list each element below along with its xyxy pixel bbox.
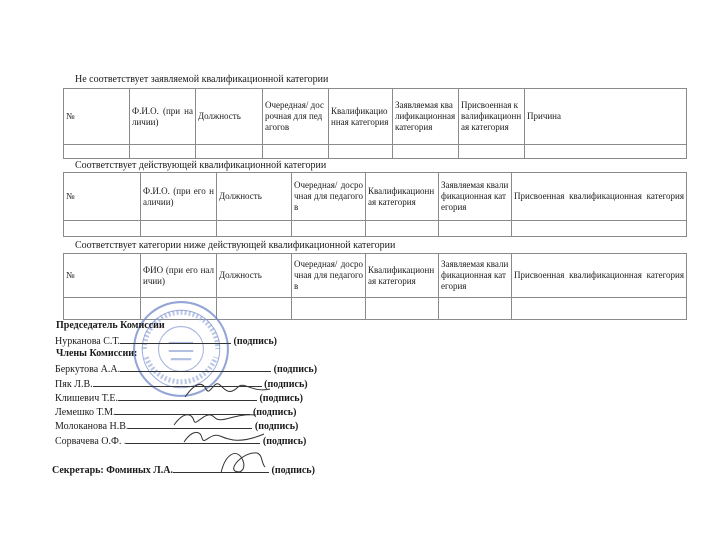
header-cell: Присвоенная квалификационная категория <box>512 173 687 221</box>
header-cell: Должность <box>217 254 292 298</box>
header-cell: № <box>64 89 130 145</box>
handwritten-signature <box>215 445 270 480</box>
header-cell: Очередная/ досрочная для педагогов <box>292 254 366 298</box>
chair-title: Председатель Комиссии <box>56 320 165 331</box>
header-cell: Присвоенная квалификационная категория <box>512 254 687 298</box>
sign-label: (подпись) <box>254 421 299 432</box>
header-cell: ФИО (при его наличии) <box>141 254 217 298</box>
chair-name: Нурканова С.Т. <box>55 336 121 347</box>
header-cell: № <box>64 254 141 298</box>
member-name: Пяк Л.В. <box>55 379 93 390</box>
header-cell: Причина <box>525 89 687 145</box>
header-cell: Квалификационная категория <box>329 89 393 145</box>
header-cell: № <box>64 173 141 221</box>
table-header-row <box>64 254 687 298</box>
table-header-row <box>64 89 687 145</box>
members-title: Члены Комиссии: <box>56 348 138 359</box>
header-cell: Заявляемая квалификационная категория <box>393 89 459 145</box>
member-name: Лемешко Т.М. <box>55 407 116 418</box>
member-signature-row <box>55 362 317 375</box>
header-cell: Очередная/ досрочная для педагогов <box>263 89 329 145</box>
header-cell: Квалификационная категория <box>366 173 439 221</box>
table-header-row <box>64 173 687 221</box>
sign-label: (подпись) <box>233 336 277 347</box>
sign-label: (подпись) <box>252 407 297 418</box>
header-cell: Заявляемая квалификационная категория <box>439 173 512 221</box>
sign-label: (подпись) <box>262 436 307 447</box>
section3-caption: Соответствует категории ниже действующей квалификационной категории <box>75 240 396 251</box>
sign-label: (подпись) <box>264 379 308 390</box>
table-row <box>64 145 687 159</box>
sign-label: (подпись) <box>271 465 315 476</box>
header-cell: Ф.И.О. (при его наличии) <box>141 173 217 221</box>
secretary-signature-row <box>52 463 315 476</box>
header-cell: Заявляемая квалификационная категория <box>439 254 512 298</box>
table-row <box>64 221 687 237</box>
header-cell: Должность <box>217 173 292 221</box>
chair-signature-row <box>55 334 277 347</box>
secretary-title: Секретарь: <box>52 465 104 476</box>
sign-label: (подпись) <box>273 364 318 375</box>
sign-label: (подпись) <box>259 393 303 404</box>
header-cell: Должность <box>196 89 263 145</box>
header-cell: Очередная/ досрочная для педагогов <box>292 173 366 221</box>
header-cell: Присвоенная квалификационная категория <box>459 89 525 145</box>
signature-line <box>120 362 271 372</box>
secretary-name: Фоминых Л.А. <box>106 465 173 476</box>
member-name: Беркутова А.А. <box>55 364 121 375</box>
handwritten-signature <box>180 375 280 405</box>
member-name: Клишевич Т.Е. <box>55 393 118 404</box>
member-name: Сорвачева О.Ф. . <box>55 436 127 447</box>
member-name: Молоканова Н.В. <box>55 421 129 432</box>
header-cell: Квалификационная категория <box>366 254 439 298</box>
table-matching <box>63 172 687 237</box>
table-not-matching <box>63 88 687 159</box>
section1-caption: Не соответствует заявляемой квалификационной категории <box>75 74 329 85</box>
signature-line <box>120 334 231 344</box>
header-cell: Ф.И.О. (при наличии) <box>130 89 196 145</box>
section2-caption: Соответствует действующей квалификационной категории <box>75 160 327 171</box>
